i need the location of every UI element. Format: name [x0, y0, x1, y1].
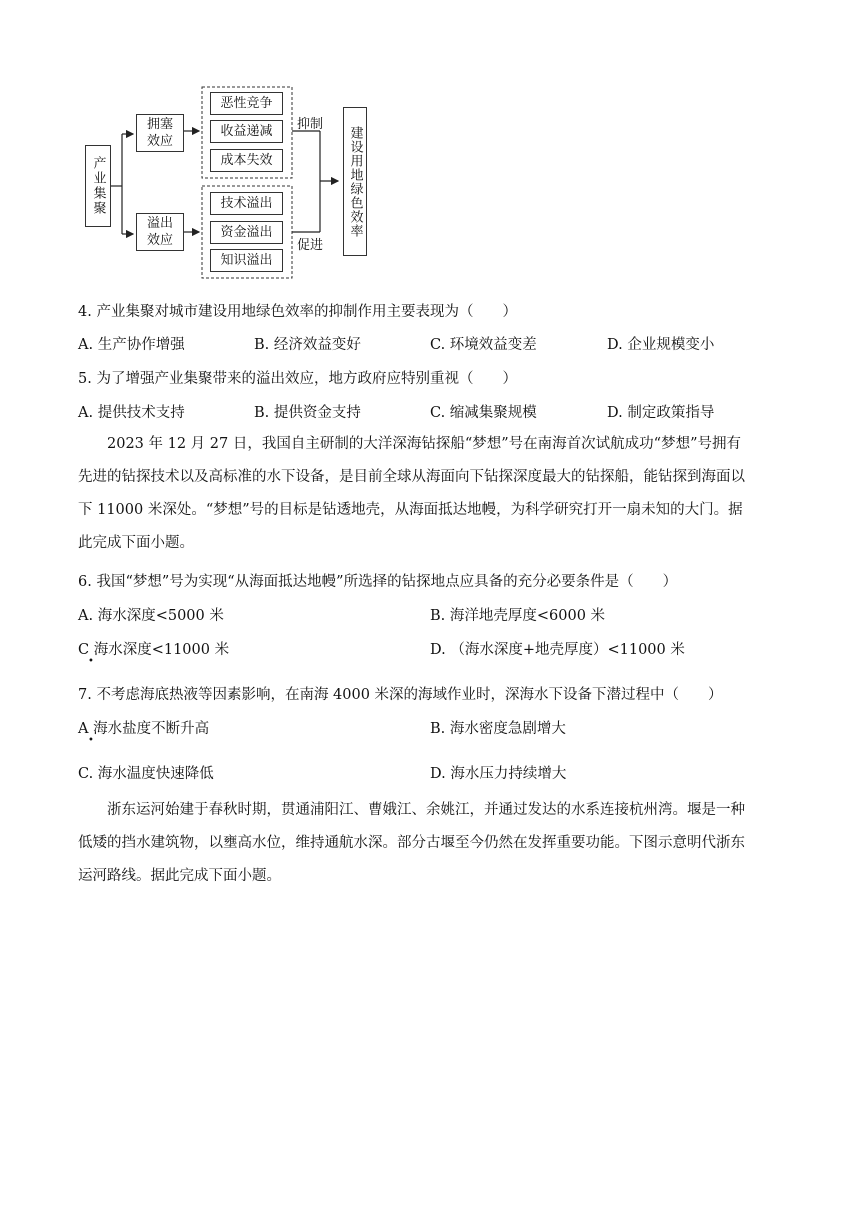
industry-agglomeration-box: 产业集聚 — [85, 145, 111, 227]
passage2-line-3: 运河路线。据此完成下面小题。 — [78, 868, 281, 884]
q5-option-a: A. 提供技术支持 — [78, 405, 185, 421]
q6-option-a: A. 海水深度<5000 米 — [78, 608, 224, 624]
q4-stem: 4. 产业集聚对城市建设用地绿色效率的抑制作用主要表现为（ ） — [78, 304, 517, 320]
technology-spillover-box: 技术溢出 — [210, 192, 283, 215]
q7-stem: 7. 不考虑海底热液等因素影响，在南海 4000 米深的海域作业时，深海水下设备下潜过程中（ ） — [78, 687, 723, 703]
q7-option-a: A 海水盐度不断升高 — [78, 721, 210, 737]
spillover-effect-box: 溢出效应 — [136, 213, 184, 251]
q7-option-d: D. 海水压力持续增大 — [430, 766, 567, 782]
q6-stem: 6. 我国“梦想”号为实现“从海面抵达地幔”所选择的钻探地点应具备的充分必要条件是（ ） — [78, 574, 678, 590]
q4-option-d: D. 企业规模变小 — [607, 337, 715, 353]
q7-option-c: C. 海水温度快速降低 — [78, 766, 214, 782]
industry-agglomeration-flowchart — [80, 80, 380, 290]
inhibit-label: 抑制 — [297, 117, 324, 132]
q6-option-d: D. （海水深度+地壳厚度）<11000 米 — [430, 642, 685, 658]
cost-failure-box: 成本失效 — [210, 149, 283, 172]
passage1-line-3: 下 11000 米深处。“梦想”号的目标是钻透地壳，从海面抵达地幔，为科学研究打开一扇未知的大门。据 — [78, 502, 743, 518]
diminishing-returns-box: 收益递减 — [210, 120, 283, 143]
capital-spillover-box: 资金溢出 — [210, 221, 283, 244]
q5-stem: 5. 为了增强产业集聚带来的溢出效应，地方政府应特别重视（ ） — [78, 371, 517, 387]
vicious-competition-box: 恶性竞争 — [210, 92, 283, 115]
passage1-line-4: 此完成下面小题。 — [78, 535, 194, 551]
congestion-effect-box: 拥塞效应 — [136, 114, 184, 152]
q4-option-c: C. 环境效益变差 — [430, 337, 537, 353]
option-marker-dot: • — [88, 735, 94, 746]
green-efficiency-box: 建设用地绿色效率 — [343, 107, 367, 256]
passage1-line-1: 2023 年 12 月 27 日，我国自主研制的大洋深海钻探船“梦想”号在南海首次试航成功“梦想”号拥有 — [107, 436, 741, 452]
passage2-line-2: 低矮的挡水建筑物，以壅高水位，维持通航水深。部分古堰至今仍然在发挥重要功能。下图示意明代浙东 — [78, 835, 745, 851]
knowledge-spillover-box: 知识溢出 — [210, 249, 283, 272]
passage2-line-1: 浙东运河始建于春秋时期，贯通浦阳江、曹娥江、余姚江，并通过发达的水系连接杭州湾。堰是一种 — [107, 802, 745, 818]
q5-option-c: C. 缩减集聚规模 — [430, 405, 537, 421]
promote-label: 促进 — [297, 238, 324, 253]
passage1-line-2: 先进的钻探技术以及高标准的水下设备，是目前全球从海面向下钻探深度最大的钻探船，能钻探到海面以 — [78, 469, 745, 485]
q6-option-b: B. 海洋地壳厚度<6000 米 — [430, 608, 606, 624]
q5-option-b: B. 提供资金支持 — [254, 405, 361, 421]
q4-option-a: A. 生产协作增强 — [78, 337, 185, 353]
q6-option-c: C 海水深度<11000 米 — [78, 642, 230, 658]
option-marker-dot: • — [88, 656, 94, 667]
passage-dream-drillship — [78, 428, 778, 560]
q5-option-d: D. 制定政策指导 — [607, 405, 715, 421]
q4-option-b: B. 经济效益变好 — [254, 337, 361, 353]
passage-zhedong-canal — [78, 794, 778, 893]
q7-option-b: B. 海水密度急剧增大 — [430, 721, 566, 737]
